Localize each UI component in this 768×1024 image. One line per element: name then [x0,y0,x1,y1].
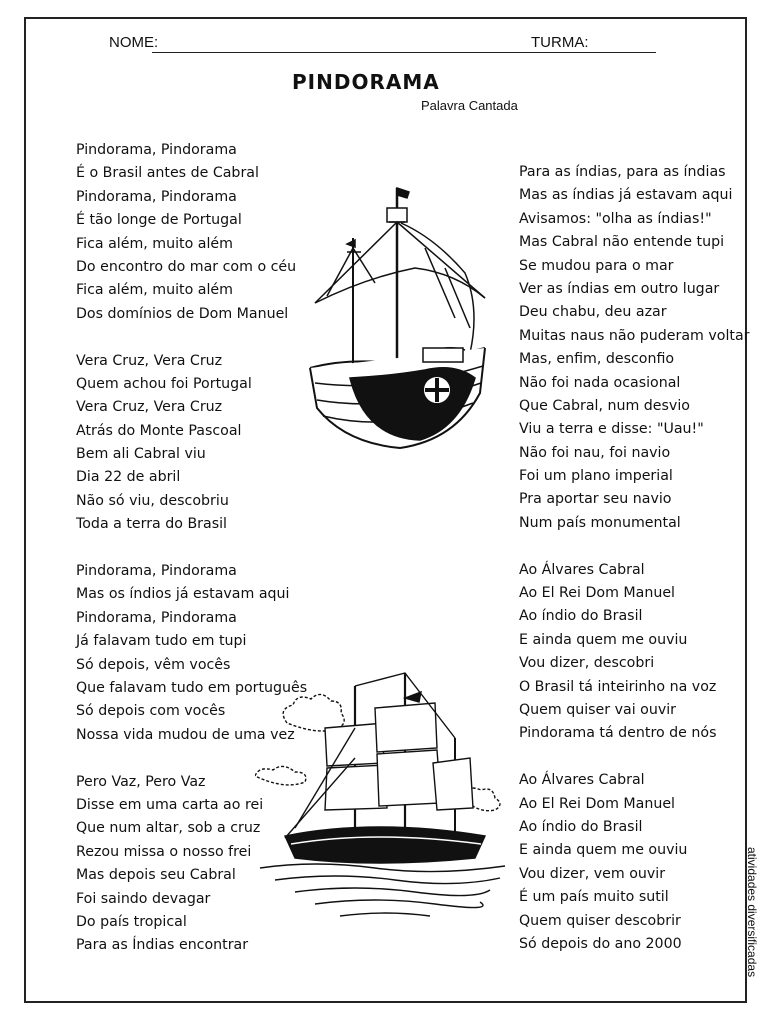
lyric-line: Não foi nada ocasional [519,374,681,391]
lyric-line: Para as índias, para as índias [519,164,726,180]
caravel-illustration [305,178,490,453]
lyric-line: Muitas naus não puderam voltar [519,327,750,344]
lyric-line: Num país monumental [519,514,681,531]
stanza [519,161,750,535]
lyric-line: Vera Cruz, Vera Cruz [76,399,223,416]
lyric-line: Avisamos: "olha as índias!" [519,210,712,227]
song-title: PINDORAMA [292,70,440,94]
name-label: NOME: [109,34,159,51]
lyric-line: Foi saindo devagar [76,890,211,907]
stanza [76,350,307,537]
lyric-line: É um país muito sutil [519,889,669,906]
lyric-line: Ao índio do Brasil [519,608,643,625]
lyric-line: Que falavam tudo em português [76,679,308,696]
stanza-gap [519,535,750,558]
lyric-line: Mas os índios já estavam aqui [76,586,290,603]
lyric-line: É o Brasil antes de Cabral [76,165,259,182]
lyric-line: Fica além, muito além [76,282,233,299]
stanza [76,139,307,326]
lyric-line: Pindorama, Pindorama [76,563,237,580]
lyric-line: Só depois do ano 2000 [519,935,682,952]
lyric-line: É tão longe de Portugal [76,212,242,229]
watermark-text: atividades diversificadas [745,847,759,978]
lyric-line: Deu chabu, deu azar [519,304,667,321]
lyric-line: Vera Cruz, Vera Cruz [76,352,223,369]
lyric-line: Toda a terra do Brasil [76,516,227,533]
class-line [518,52,656,53]
lyric-line: Mas as índias já estavam aqui [519,187,733,204]
lyrics-right-column [519,161,750,956]
lyric-line: Rezou missa o nosso frei [76,843,252,860]
stanza-gap [76,537,307,560]
lyric-line: Do encontro do mar com o céu [76,258,297,275]
lyric-line: Que Cabral, num desvio [519,397,690,414]
lyric-line: Para as Índias encontrar [76,937,249,954]
lyric-line: Já falavam tudo em tupi [76,633,247,650]
lyric-line: Se mudou para o mar [519,257,674,274]
lyric-line: Quem quiser vai ouvir [519,701,677,718]
name-line [152,52,518,53]
stanza [519,769,750,956]
stanza [519,559,750,746]
lyric-line: Viu a terra e disse: "Uau!" [519,421,704,438]
lyric-line: Ver as índias em outro lugar [519,280,720,297]
lyric-line: Só depois com vocês [76,703,226,720]
lyric-line: Dia 22 de abril [76,469,181,486]
class-label: TURMA: [531,34,589,51]
stanza-gap [519,746,750,769]
stanza-gap [76,326,307,349]
lyric-line: Quem quiser descobrir [519,912,681,929]
lyric-line: Bem ali Cabral viu [76,446,206,463]
lyric-line: Pindorama, Pindorama [76,188,237,205]
lyric-line: E ainda quem me ouviu [519,631,688,648]
lyric-line: Nossa vida mudou de uma vez [76,726,295,743]
lyric-line: Ao índio do Brasil [519,818,643,835]
lyric-line: Mas, enfim, desconfio [519,351,675,368]
lyric-line: Do país tropical [76,913,187,930]
lyric-line: Mas depois seu Cabral [76,867,236,884]
galleon-illustration [255,668,513,920]
lyric-line: Fica além, muito além [76,235,233,252]
lyric-line: Dos domínios de Dom Manuel [76,305,289,322]
song-author: Palavra Cantada [421,98,518,113]
lyric-line: O Brasil tá inteirinho na voz [519,678,717,695]
lyric-line: Ao Álvares Cabral [519,772,645,789]
lyric-line: Vou dizer, descobri [519,655,655,672]
lyric-line: Disse em uma carta ao rei [76,796,264,813]
lyric-line: Foi um plano imperial [519,468,673,485]
lyric-line: Ao El Rei Dom Manuel [519,585,675,602]
lyric-line: Atrás do Monte Pascoal [76,422,242,439]
lyric-line: Pero Vaz, Pero Vaz [76,773,206,790]
lyric-line: Quem achou foi Portugal [76,375,252,392]
lyric-line: Pindorama, Pindorama [76,609,237,626]
lyric-line: Pindorama tá dentro de nós [519,725,717,742]
lyric-line: Pindorama, Pindorama [76,142,237,158]
lyric-line: Não só viu, descobriu [76,492,229,509]
lyric-line: Pra aportar seu navio [519,491,672,508]
lyric-line: Ao El Rei Dom Manuel [519,795,675,812]
lyric-line: Ao Álvares Cabral [519,561,645,578]
lyric-line: Não foi nau, foi navio [519,444,671,461]
lyric-line: Só depois, vêm vocês [76,656,231,673]
lyric-line: Que num altar, sob a cruz [76,820,261,837]
lyric-line: Mas Cabral não entende tupi [519,234,725,251]
lyric-line: Vou dizer, vem ouvir [519,865,666,882]
lyric-line: E ainda quem me ouviu [519,842,688,859]
